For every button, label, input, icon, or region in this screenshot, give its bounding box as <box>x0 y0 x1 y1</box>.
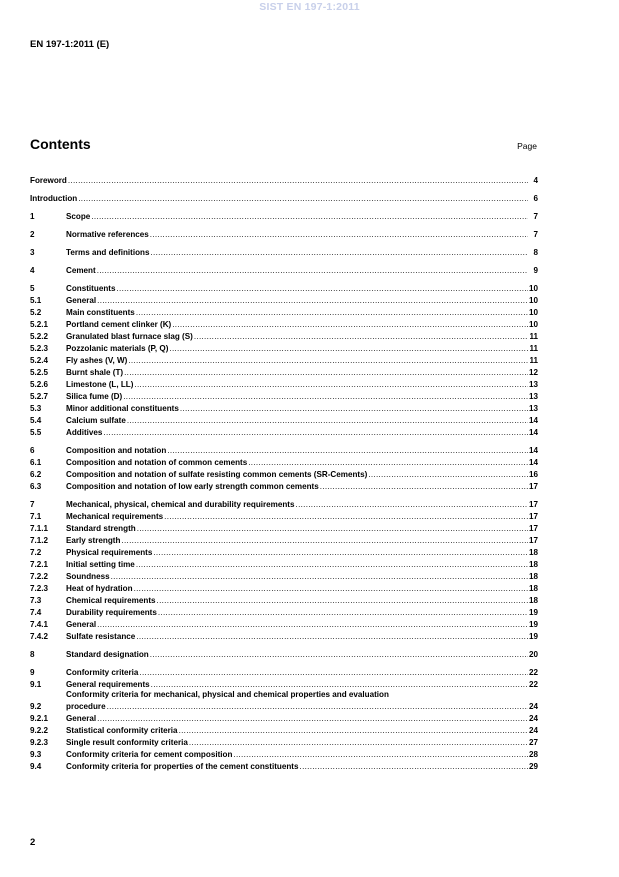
toc-entry-title: Burnt shale (T) <box>66 368 124 377</box>
toc-entry[interactable] <box>30 378 538 390</box>
toc-entry-number: 9.3 <box>30 750 42 759</box>
toc-entry-number: 7.4.1 <box>30 620 49 629</box>
dot-leader <box>128 356 528 366</box>
table-of-contents <box>30 174 538 772</box>
dot-leader <box>137 524 528 534</box>
toc-entry[interactable] <box>30 522 538 534</box>
toc-entry-page: 12 <box>528 368 538 377</box>
dot-leader <box>97 620 528 630</box>
toc-entry-title: Composition and notation of sulfate resisting common cements (SR-Cements) <box>66 470 368 479</box>
dot-leader <box>97 266 528 276</box>
toc-entry-page: 18 <box>528 560 538 569</box>
toc-entry-number: 3 <box>30 248 35 257</box>
toc-entry-number: 4 <box>30 266 35 275</box>
toc-entry-title: Composition and notation <box>66 446 167 455</box>
toc-entry[interactable] <box>30 282 538 294</box>
toc-entry-title: Terms and definitions <box>66 248 150 257</box>
contents-title: Contents <box>30 136 91 152</box>
toc-entry-title: Initial setting time <box>66 560 135 569</box>
dot-leader <box>111 572 528 582</box>
toc-entry-number: 7 <box>30 500 35 509</box>
toc-entry-page: 10 <box>528 296 538 305</box>
toc-entry-title: Standard strength <box>66 524 136 533</box>
toc-entry[interactable] <box>30 390 538 402</box>
dot-leader <box>151 248 529 258</box>
toc-entry-title: Soundness <box>66 572 110 581</box>
toc-entry[interactable] <box>30 748 538 760</box>
toc-entry[interactable] <box>30 678 538 690</box>
toc-entry-number: 5.2 <box>30 308 42 317</box>
toc-entry-title: Standard designation <box>66 650 149 659</box>
toc-entry-page: 4 <box>533 176 538 185</box>
toc-entry-title: Composition and notation of common cements <box>66 458 248 467</box>
dot-leader <box>300 762 528 772</box>
toc-entry[interactable] <box>30 426 538 438</box>
toc-entry[interactable] <box>30 648 538 660</box>
toc-entry-title: Durability requirements <box>66 608 157 617</box>
toc-entry-page: 24 <box>528 714 538 723</box>
toc-entry-page: 14 <box>528 446 538 455</box>
dot-leader <box>134 380 528 390</box>
dot-leader <box>103 428 528 438</box>
toc-entry-title: Chemical requirements <box>66 596 156 605</box>
dot-leader <box>134 584 528 594</box>
dot-leader <box>78 194 528 204</box>
toc-entry-page: 24 <box>528 726 538 735</box>
toc-entry-title: General requirements <box>66 680 150 689</box>
document-id: EN 197-1:2011 (E) <box>30 39 110 50</box>
toc-entry[interactable] <box>30 724 538 736</box>
toc-entry[interactable] <box>30 354 538 366</box>
toc-entry-page: 29 <box>528 762 538 771</box>
toc-entry-number: 7.1.1 <box>30 524 49 533</box>
toc-entry-title: Conformity criteria for properties of the cement constituents <box>66 762 299 771</box>
dot-leader <box>107 702 528 712</box>
dot-leader <box>167 446 528 456</box>
toc-entry-title: Additives <box>66 428 103 437</box>
toc-entry-page: 24 <box>528 702 538 711</box>
toc-entry-page: 18 <box>528 596 538 605</box>
toc-entry[interactable] <box>30 174 538 186</box>
toc-entry-title: Introduction <box>30 194 78 203</box>
toc-entry-number: 5.2.6 <box>30 380 49 389</box>
toc-entry-title: Normative references <box>66 230 149 239</box>
toc-entry-page: 19 <box>528 620 538 629</box>
toc-entry-number: 5.1 <box>30 296 42 305</box>
toc-entry-number: 5.2.3 <box>30 344 49 353</box>
toc-entry-number: 6.2 <box>30 470 42 479</box>
toc-entry[interactable] <box>30 760 538 772</box>
toc-entry[interactable] <box>30 414 538 426</box>
toc-entry-title: Foreword <box>30 176 67 185</box>
toc-entry-page: 18 <box>528 572 538 581</box>
toc-entry-page: 13 <box>528 392 538 401</box>
toc-entry-title: Conformity criteria <box>66 668 139 677</box>
toc-entry-page: 10 <box>528 308 538 317</box>
toc-entry-page: 11 <box>529 332 538 341</box>
toc-entry-title: General <box>66 296 97 305</box>
toc-entry-title: Granulated blast furnace slag (S) <box>66 332 193 341</box>
toc-entry-title: Pozzolanic materials (P, Q) <box>66 344 169 353</box>
dot-leader <box>150 230 528 240</box>
toc-entry[interactable] <box>30 342 538 354</box>
toc-entry-page: 10 <box>528 284 538 293</box>
toc-entry[interactable] <box>30 444 538 456</box>
toc-entry-page: 16 <box>528 470 538 479</box>
toc-entry-number: 9.1 <box>30 680 42 689</box>
toc-entry[interactable] <box>30 294 538 306</box>
toc-entry-number: 9.2 <box>30 702 42 711</box>
dot-leader <box>164 512 528 522</box>
toc-entry[interactable] <box>30 306 538 318</box>
dot-leader <box>136 560 528 570</box>
toc-entry-page: 28 <box>528 750 538 759</box>
toc-entry[interactable] <box>30 468 538 480</box>
dot-leader <box>158 608 528 618</box>
toc-entry-title: Silica fume (D) <box>66 392 123 401</box>
toc-entry-title: Main constituents <box>66 308 135 317</box>
dot-leader <box>194 332 528 342</box>
dot-leader <box>123 392 528 402</box>
toc-entry[interactable] <box>30 606 538 618</box>
toc-entry-title: procedure <box>66 702 106 711</box>
dot-leader <box>248 458 528 468</box>
toc-entry-page: 14 <box>528 458 538 467</box>
toc-entry[interactable] <box>30 330 538 342</box>
watermark: SIST EN 197-1:2011 <box>259 1 360 13</box>
toc-entry-number: 7.4.2 <box>30 632 49 641</box>
toc-entry-number: 9.2.2 <box>30 726 49 735</box>
toc-entry-page: 13 <box>528 404 538 413</box>
toc-entry-page: 22 <box>528 680 538 689</box>
dot-leader <box>68 176 528 186</box>
toc-entry-title: Cement <box>66 266 96 275</box>
toc-entry[interactable] <box>30 558 538 570</box>
toc-entry[interactable] <box>30 570 538 582</box>
toc-entry-page: 27 <box>528 738 538 747</box>
toc-entry-page: 17 <box>528 512 538 521</box>
toc-entry[interactable] <box>30 228 538 240</box>
toc-entry[interactable] <box>30 690 538 712</box>
dot-leader <box>180 404 528 414</box>
toc-entry-title: Composition and notation of low early strength common cements <box>66 482 319 491</box>
toc-entry-page: 17 <box>528 536 538 545</box>
toc-entry-number: 5 <box>30 284 35 293</box>
dot-leader <box>91 212 528 222</box>
dot-leader <box>157 596 528 606</box>
dot-leader <box>150 650 528 660</box>
dot-leader <box>320 482 528 492</box>
toc-entry-number: 5.4 <box>30 416 42 425</box>
dot-leader <box>189 738 528 748</box>
toc-entry-title: Heat of hydration <box>66 584 133 593</box>
dot-leader <box>153 548 528 558</box>
toc-entry-page: 17 <box>528 524 538 533</box>
toc-entry-page: 7 <box>533 212 538 221</box>
toc-entry-title: General <box>66 714 97 723</box>
toc-entry[interactable] <box>30 666 538 678</box>
toc-entry-page: 9 <box>533 266 538 275</box>
toc-entry-title: Early strength <box>66 536 121 545</box>
dot-leader <box>151 680 528 690</box>
toc-entry-number: 5.2.7 <box>30 392 49 401</box>
toc-entry-number: 6.3 <box>30 482 42 491</box>
toc-entry-title: Minor additional constituents <box>66 404 179 413</box>
toc-entry-number: 7.2.1 <box>30 560 49 569</box>
toc-entry-page: 10 <box>528 320 538 329</box>
toc-entry-page: 6 <box>533 194 538 203</box>
footer-page-number: 2 <box>30 837 36 848</box>
toc-entry-page: 7 <box>533 230 538 239</box>
toc-entry[interactable] <box>30 510 538 522</box>
toc-entry[interactable] <box>30 736 538 748</box>
toc-entry-page: 19 <box>528 608 538 617</box>
toc-entry-number: 8 <box>30 650 35 659</box>
toc-entry-number: 5.5 <box>30 428 42 437</box>
toc-entry-number: 7.1 <box>30 512 42 521</box>
toc-entry-page: 17 <box>528 482 538 491</box>
toc-entry[interactable] <box>30 210 538 222</box>
toc-entry-page: 22 <box>528 668 538 677</box>
toc-entry[interactable] <box>30 712 538 724</box>
toc-entry-title: General <box>66 620 97 629</box>
toc-entry-number: 9.2.3 <box>30 738 49 747</box>
dot-leader <box>127 416 528 426</box>
toc-entry-number: 9.4 <box>30 762 42 771</box>
toc-entry-title: Calcium sulfate <box>66 416 126 425</box>
toc-entry-title: Single result conformity criteria <box>66 738 188 747</box>
toc-entry-page: 19 <box>528 632 538 641</box>
toc-entry-title: Statistical conformity criteria <box>66 726 178 735</box>
toc-entry-number: 5.2.5 <box>30 368 49 377</box>
toc-entry-title: Mechanical, physical, chemical and durability requirements <box>66 500 295 509</box>
toc-entry-title: Limestone (L, LL) <box>66 380 134 389</box>
toc-entry-number: 5.3 <box>30 404 42 413</box>
toc-entry-page: 13 <box>528 380 538 389</box>
toc-entry-title: Mechanical requirements <box>66 512 164 521</box>
dot-leader <box>97 714 528 724</box>
toc-entry[interactable] <box>30 318 538 330</box>
page-column-label: Page <box>517 141 537 151</box>
toc-entry-page: 18 <box>528 584 538 593</box>
toc-entry[interactable] <box>30 582 538 594</box>
toc-entry-title: Constituents <box>66 284 116 293</box>
toc-entry[interactable] <box>30 534 538 546</box>
toc-entry[interactable] <box>30 366 538 378</box>
dot-leader <box>136 632 528 642</box>
dot-leader <box>233 750 528 760</box>
toc-entry[interactable] <box>30 402 538 414</box>
toc-entry-title: Conformity criteria for mechanical, physical and chemical properties and evaluation <box>66 690 389 699</box>
toc-entry-page: 11 <box>529 356 538 365</box>
toc-entry-page: 17 <box>528 500 538 509</box>
dot-leader <box>121 536 528 546</box>
toc-entry-number: 9.2.1 <box>30 714 49 723</box>
dot-leader <box>169 344 528 354</box>
toc-entry-number: 5.2.4 <box>30 356 49 365</box>
toc-entry-page: 18 <box>528 548 538 557</box>
toc-entry-page: 14 <box>528 416 538 425</box>
toc-entry-number: 2 <box>30 230 35 239</box>
toc-entry[interactable] <box>30 456 538 468</box>
toc-entry-title: Sulfate resistance <box>66 632 136 641</box>
dot-leader <box>97 296 528 306</box>
toc-entry[interactable] <box>30 546 538 558</box>
toc-entry[interactable] <box>30 480 538 492</box>
toc-entry-page: 11 <box>529 344 538 353</box>
toc-entry[interactable] <box>30 192 538 204</box>
toc-entry-number: 5.2.2 <box>30 332 49 341</box>
dot-leader <box>116 284 528 294</box>
toc-entry-number: 1 <box>30 212 35 221</box>
dot-leader <box>368 470 528 480</box>
dot-leader <box>296 500 528 510</box>
toc-entry-number: 7.3 <box>30 596 42 605</box>
toc-entry[interactable] <box>30 498 538 510</box>
toc-entry-title: Fly ashes (V, W) <box>66 356 128 365</box>
dot-leader <box>136 308 528 318</box>
toc-entry[interactable] <box>30 630 538 642</box>
dot-leader <box>179 726 528 736</box>
toc-entry[interactable] <box>30 594 538 606</box>
dot-leader <box>124 368 528 378</box>
toc-entry-title: Portland cement clinker (K) <box>66 320 172 329</box>
toc-entry-title: Physical requirements <box>66 548 153 557</box>
toc-entry-page: 8 <box>533 248 538 257</box>
toc-entry-number: 7.4 <box>30 608 42 617</box>
toc-entry[interactable] <box>30 618 538 630</box>
toc-entry-number: 7.1.2 <box>30 536 49 545</box>
toc-entry[interactable] <box>30 264 538 276</box>
toc-entry-number: 7.2.2 <box>30 572 49 581</box>
toc-entry[interactable] <box>30 246 538 258</box>
toc-entry-number: 6 <box>30 446 35 455</box>
toc-entry-number: 7.2 <box>30 548 42 557</box>
toc-entry-number: 7.2.3 <box>30 584 49 593</box>
toc-entry-page: 20 <box>528 650 538 659</box>
dot-leader <box>139 668 528 678</box>
toc-entry-number: 9 <box>30 668 35 677</box>
toc-entry-title: Scope <box>66 212 91 221</box>
toc-entry-page: 14 <box>528 428 538 437</box>
dot-leader <box>172 320 528 330</box>
toc-entry-number: 6.1 <box>30 458 42 467</box>
toc-entry-number: 5.2.1 <box>30 320 49 329</box>
toc-entry-title: Conformity criteria for cement composition <box>66 750 233 759</box>
